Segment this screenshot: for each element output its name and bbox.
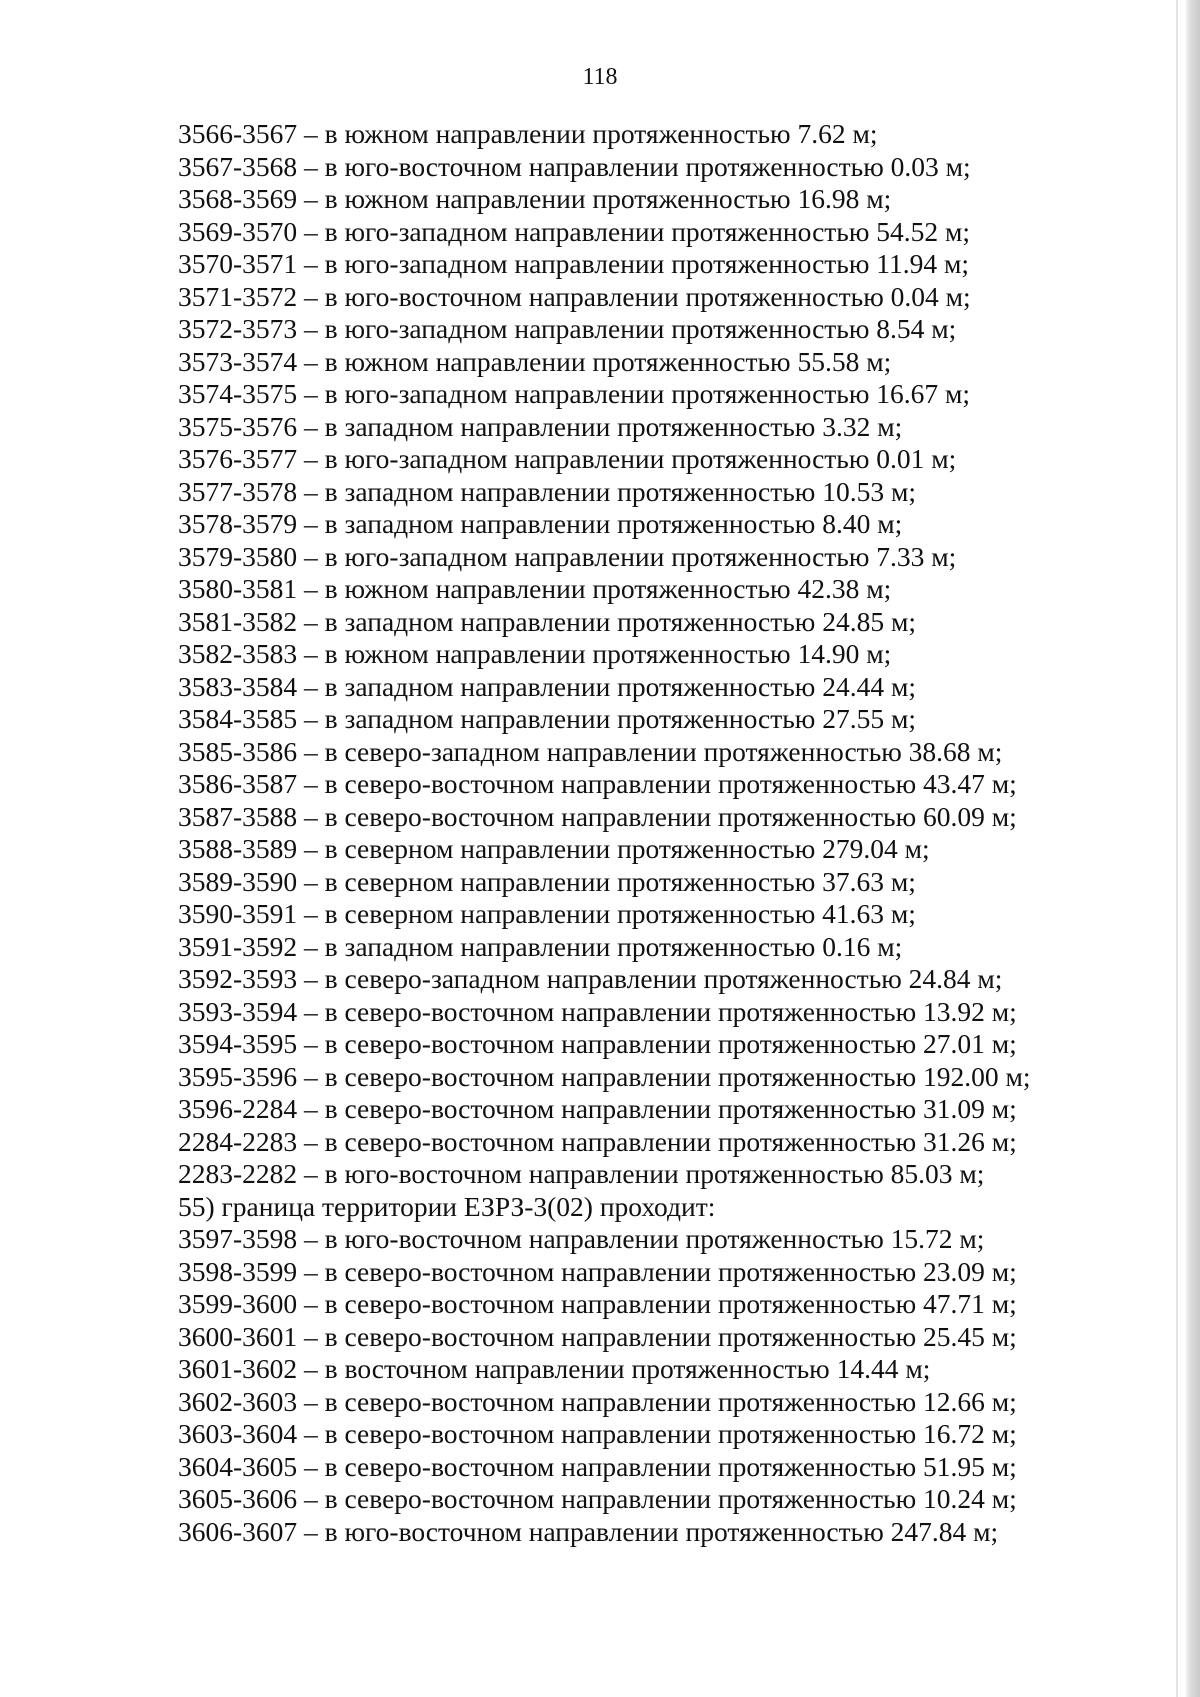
text-line: 3590-3591 – в северном направлении протяженностью 41.63 м; [178,898,916,929]
text-line: 3569-3570 – в юго-западном направлении протяженностью 54.52 м; [178,215,971,247]
text-line: 3577-3578 – в западном направлении протяженностью 10.53 м; [178,475,917,507]
text-line: 3594-3595 – в северо-восточном направлении протяженностью 27.01 м; [178,1028,1017,1059]
text-line: 3600-3601 – в северо-восточном направлении протяженностью 25.45 м; [178,1320,1017,1352]
text-line: 3604-3605 – в северо-восточном направлении протяженностью 51.95 м; [178,1450,1017,1482]
page-number: 118 [582,64,618,90]
text-line: 3571-3572 – в юго-восточном направлении протяженностью 0.04 м; [178,280,971,312]
text-line: 3586-3587 – в северо-восточном направлении протяженностью 43.47 м; [178,768,1017,799]
text-line: 2283-2282 – в юго-восточном направлении протяженностью 85.03 м; [178,1158,985,1189]
text-line: 3579-3580 – в юго-западном направлении протяженностью 7.33 м; [178,540,957,572]
text-line: 3581-3582 – в западном направлении протяженностью 24.85 м; [178,605,917,637]
scan-edge-line [1176,0,1178,1697]
text-line: 3576-3577 – в юго-западном направлении протяженностью 0.01 м; [178,443,957,474]
text-line: 3566-3567 – в южном направлении протяженностью 7.62 м; [178,118,878,149]
text-line: 55) граница территории ЕЗРЗ-3(02) проходит: [178,1190,716,1222]
text-line: 3598-3599 – в северо-восточном направлении протяженностью 23.09 м; [178,1255,1017,1287]
text-line: 3583-3584 – в западном направлении протяженностью 24.44 м; [178,670,917,702]
text-line: 3589-3590 – в северном направлении протяженностью 37.63 м; [178,865,916,897]
text-line: 3567-3568 – в юго-восточном направлении протяженностью 0.03 м; [178,150,971,182]
text-line: 3602-3603 – в северо-восточном направлении протяженностью 12.66 м; [178,1385,1017,1417]
text-line: 3595-3596 – в северо-восточном направлении протяженностью 192.00 м; [178,1060,1031,1092]
text-line: 3603-3604 – в северо-восточном направлении протяженностью 16.72 м; [178,1418,1017,1449]
text-line: 3573-3574 – в южном направлении протяженностью 55.58 м; [178,345,892,377]
text-line: 3597-3598 – в юго-восточном направлении протяженностью 15.72 м; [178,1223,985,1254]
text-line: 3587-3588 – в северо-восточном направлении протяженностью 60.09 м; [178,800,1017,832]
text-line: 3584-3585 – в западном направлении протяженностью 27.55 м; [178,703,917,734]
text-line: 3570-3571 – в юго-западном направлении протяженностью 11.94 м; [178,248,970,279]
text-line: 3591-3592 – в западном направлении протяженностью 0.16 м; [178,930,903,962]
text-line: 3606-3607 – в юго-восточном направлении протяженностью 247.84 м; [178,1515,999,1547]
text-line: 3578-3579 – в западном направлении протяженностью 8.40 м; [178,508,903,539]
text-line: 3599-3600 – в северо-восточном направлении протяженностью 47.71 м; [178,1288,1017,1319]
text-line: 3593-3594 – в северо-восточном направлении протяженностью 13.92 м; [178,995,1017,1027]
text-line: 3572-3573 – в юго-западном направлении протяженностью 8.54 м; [178,313,957,344]
text-line: 3592-3593 – в северо-западном направлении протяженностью 24.84 м; [178,963,1003,994]
text-line: 3568-3569 – в южном направлении протяженностью 16.98 м; [178,183,892,214]
text-line: 3575-3576 – в западном направлении протяженностью 3.32 м; [178,410,903,442]
text-line: 3605-3606 – в северо-восточном направлении протяженностью 10.24 м; [178,1483,1017,1514]
text-line: 3588-3589 – в северном направлении протяженностью 279.04 м; [178,833,930,864]
boundary-description-list [178,118,1138,1548]
text-line: 3574-3575 – в юго-западном направлении протяженностью 16.67 м; [178,378,971,409]
text-line: 3601-3602 – в восточном направлении протяженностью 14.44 м; [178,1353,931,1384]
text-line: 2284-2283 – в северо-восточном направлении протяженностью 31.26 м; [178,1125,1017,1157]
text-line: 3585-3586 – в северо-западном направлении протяженностью 38.68 м; [178,735,1003,767]
text-line: 3596-2284 – в северо-восточном направлении протяженностью 31.09 м; [178,1093,1017,1124]
scan-edge [1186,0,1200,1697]
text-line: 3582-3583 – в южном направлении протяженностью 14.90 м; [178,638,892,669]
text-line: 3580-3581 – в южном направлении протяженностью 42.38 м; [178,573,892,604]
